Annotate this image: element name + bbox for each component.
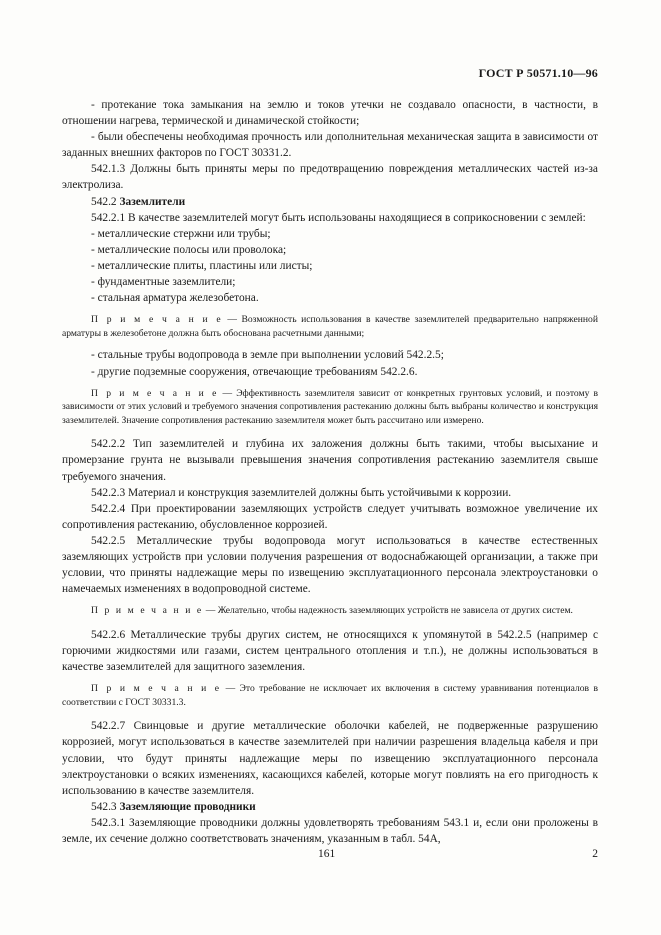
paragraph: - протекание тока замыкания на землю и токов утечки не создавало опасности, в частности, в отношении нагрева, термической и динамической стойкости;: [62, 99, 598, 128]
section-title: Заземляющие проводники: [119, 800, 256, 813]
document-header: ГОСТ Р 50571.10—96: [478, 66, 598, 80]
paragraph: 542.2.6 Металлические трубы других систем, не относящихся к упомянутой в 542.2.5 (например с горючими жидкостями или газами, систем центрального отопления и т.п.), не должны использоваться в качестве заземлителей для защитного заземления.: [62, 628, 598, 674]
section-title: Заземлители: [119, 195, 186, 208]
paragraph: 542.2.2 Тип заземлителей и глубина их заложения должны быть такими, чтобы высыхание и промерзание грунта не вызывали превышения значения сопротивления растеканию заземлителя свыше требуемого значения.: [62, 438, 598, 483]
note-lead: П р и м е ч а н и е: [91, 314, 223, 326]
paragraph: 542.2.7 Свинцовые и другие металлические оболочки кабелей, не подверженные разрушению коррозией, могут использоваться в качестве заземлителей при наличии разрешения владельца кабеля и при условии, что будут приняты надлежащие меры по извещению эксплуатационного персонала электроустановки о всяких изменениях, касающихся кабелей, которые могут повлиять на его пригодность к использованию в качестве заземлителя.: [62, 720, 598, 797]
note-2: [62, 387, 598, 428]
paragraph: - были обеспечены необходимая прочность или дополнительная механическая защита в зависимости от заданных внешних факторов по ГОСТ 30331.2.: [62, 131, 598, 160]
list-item: - металлические стержни или трубы;: [91, 227, 271, 240]
page-footer-number: 161: [318, 848, 336, 860]
note-text: — Желательно, чтобы надежность заземляющих устройств не зависела от других систем.: [205, 605, 573, 617]
note-text: — Это требование не исключает их включения в систему уравнивания потенциалов в соответствии с ГОСТ 30331.3.: [62, 683, 598, 708]
note-text: — Возможность использования в качестве заземлителей предварительно напряженной арматуры в железобетоне должна быть обоснована расчетными данными;: [62, 314, 598, 339]
note-3: [62, 604, 598, 618]
note-1: [62, 313, 598, 340]
section-number: 542.2: [91, 195, 117, 208]
note-4: [62, 682, 598, 709]
paragraph: 542.2.3 Материал и конструкция заземлителей должны быть устойчивыми к коррозии.: [91, 486, 512, 499]
paragraph: 542.2.1 В качестве заземлителей могут быть использованы находящиеся в соприкосновении с землей:: [91, 211, 586, 224]
section-heading-542-3: [62, 799, 598, 815]
note-lead: П р и м е ч а н и е: [91, 605, 204, 617]
paragraph: 542.2.4 При проектировании заземляющих устройств следует учитывать возможное увеличение их сопротивления растеканию, обусловленное коррозией.: [62, 502, 598, 531]
paragraph: 542.3.1 Заземляющие проводники должны удовлетворять требованиям 543.1 и, если они проложены в земле, их сечение должно соответствовать значениям, указанным в табл. 54А,: [62, 816, 598, 846]
list-item: - фундаментные заземлители;: [91, 276, 236, 289]
note-lead: П р и м е ч а н и е: [91, 683, 222, 695]
paragraph: 542.2.5 Металлические трубы водопровода могут использоваться в качестве естественных заземляющих устройств при условии получения разрешения от водоснабжающей организации, а также при условии, что приняты надлежащие меры по извещению эксплуатационного персонала электроустановки о намечаемых изменениях в водопроводной системе.: [62, 534, 598, 596]
paragraph: 542.1.3 Должны быть приняты меры по предотвращению повреждения металлических частей из-за электролиза.: [62, 163, 598, 192]
list-item: - другие подземные сооружения, отвечающие требованиям 542.2.6.: [91, 365, 418, 378]
list-item: - металлические полосы или проволока;: [91, 243, 287, 256]
section-heading-542-2: [62, 194, 598, 210]
list-item: - стальные трубы водопровода в земле при выполнении условий 542.2.5;: [91, 349, 444, 362]
list-item: - металлические плиты, пластины или листы;: [91, 259, 313, 272]
document-body: [62, 97, 598, 847]
page-number: 2: [592, 848, 598, 860]
list-item: - стальная арматура железобетона.: [91, 292, 259, 305]
note-lead: П р и м е ч а н и е: [91, 387, 219, 399]
note-text: — Эффективность заземлителя зависит от конкретных грунтовых условий, и поэтому в зависимости от этих условий и требуемого значения сопротивления растеканию должны быть выбраны количество и конструкция заземлителей. Значение сопротивления растеканию заземлителя может быть рассчитано или измерено.: [62, 387, 598, 426]
section-number: 542.3: [91, 800, 117, 813]
